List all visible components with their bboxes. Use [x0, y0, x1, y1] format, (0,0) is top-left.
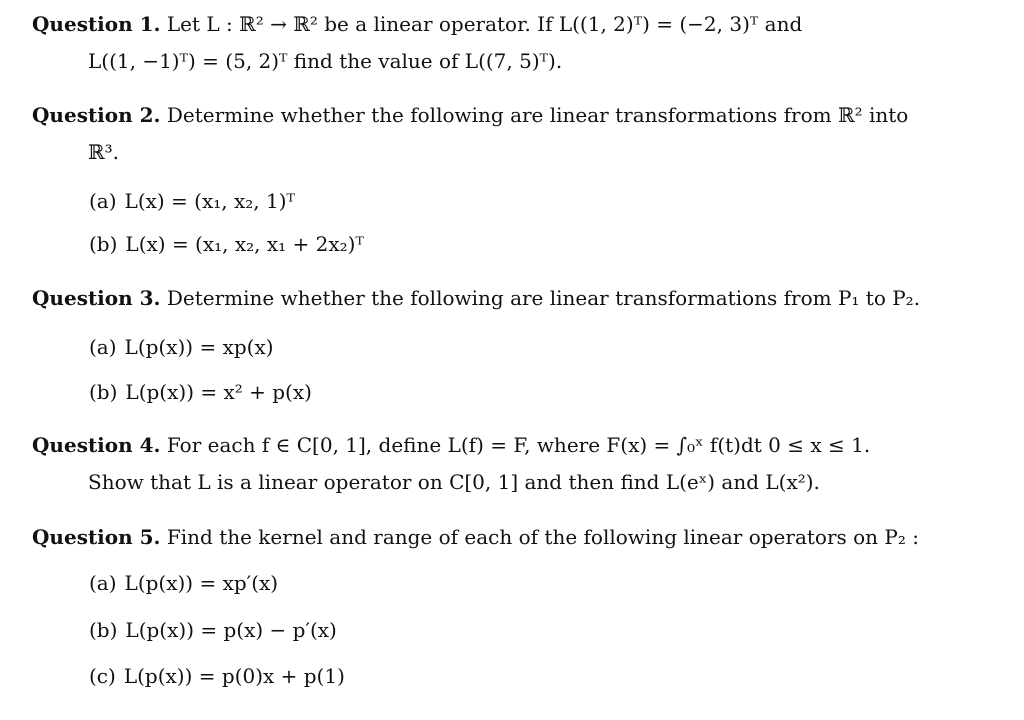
question-4-heading: Question 4. [32, 433, 161, 457]
part-formula: L(x) = (x₁, x₂, x₁ + 2x₂)ᵀ [125, 232, 364, 256]
question-3 [32, 280, 992, 317]
question-2-line-2: ℝ³. [88, 140, 119, 164]
question-1-line-1 [32, 6, 992, 43]
question-2-line-1 [32, 97, 992, 134]
question-2-part-a [89, 186, 295, 216]
part-label: (b) [89, 380, 118, 404]
question-1 [32, 6, 992, 80]
question-5-heading: Question 5. [32, 525, 161, 549]
question-2 [32, 97, 992, 171]
question-1-line-2: L((1, −1)ᵀ) = (5, 2)ᵀ find the value of L((7, 5)ᵀ). [88, 49, 563, 73]
question-3-text: Determine whether the following are linear transformations from P₁ to P₂. [166, 286, 921, 310]
question-4-text: For each f ∈ C[0, 1], define L(f) = F, where F(x) = ∫₀ˣ f(t)dt 0 ≤ x ≤ 1. [166, 433, 871, 457]
question-5-line-1 [32, 519, 992, 556]
question-3-line-1 [32, 280, 992, 317]
part-label: (c) [89, 664, 116, 688]
part-formula: L(p(x)) = xp(x) [124, 335, 274, 359]
part-label: (a) [89, 189, 117, 213]
question-5-part-b [89, 615, 337, 645]
question-4 [32, 427, 992, 501]
question-5 [32, 519, 992, 556]
question-4-line-1 [32, 427, 992, 464]
part-formula: L(p(x)) = p(0)x + p(1) [123, 664, 345, 688]
question-2-heading: Question 2. [32, 103, 161, 127]
part-formula: L(p(x)) = x² + p(x) [125, 380, 312, 404]
question-5-part-c [89, 661, 345, 691]
question-2-part-b [89, 229, 364, 259]
part-formula: L(p(x)) = p(x) − p′(x) [125, 618, 337, 642]
question-5-part-a [89, 568, 278, 598]
question-5-text: Find the kernel and range of each of the following linear operators on P₂ : [166, 525, 919, 549]
question-3-part-b [89, 377, 312, 407]
part-formula: L(x) = (x₁, x₂, 1)ᵀ [124, 189, 295, 213]
question-1-text: Let L : ℝ² → ℝ² be a linear operator. If L((1, 2)ᵀ) = (−2, 3)ᵀ and [166, 12, 803, 36]
question-2-text: Determine whether the following are linear transformations from ℝ² into [166, 103, 909, 127]
part-label: (a) [89, 335, 117, 359]
question-1-heading: Question 1. [32, 12, 161, 36]
question-4-line-2: Show that L is a linear operator on C[0, 1] and then find L(eˣ) and L(x²). [88, 470, 820, 494]
question-3-heading: Question 3. [32, 286, 161, 310]
part-label: (a) [89, 571, 117, 595]
part-label: (b) [89, 618, 118, 642]
question-3-part-a [89, 332, 274, 362]
part-label: (b) [89, 232, 118, 256]
part-formula: L(p(x)) = xp′(x) [124, 571, 279, 595]
